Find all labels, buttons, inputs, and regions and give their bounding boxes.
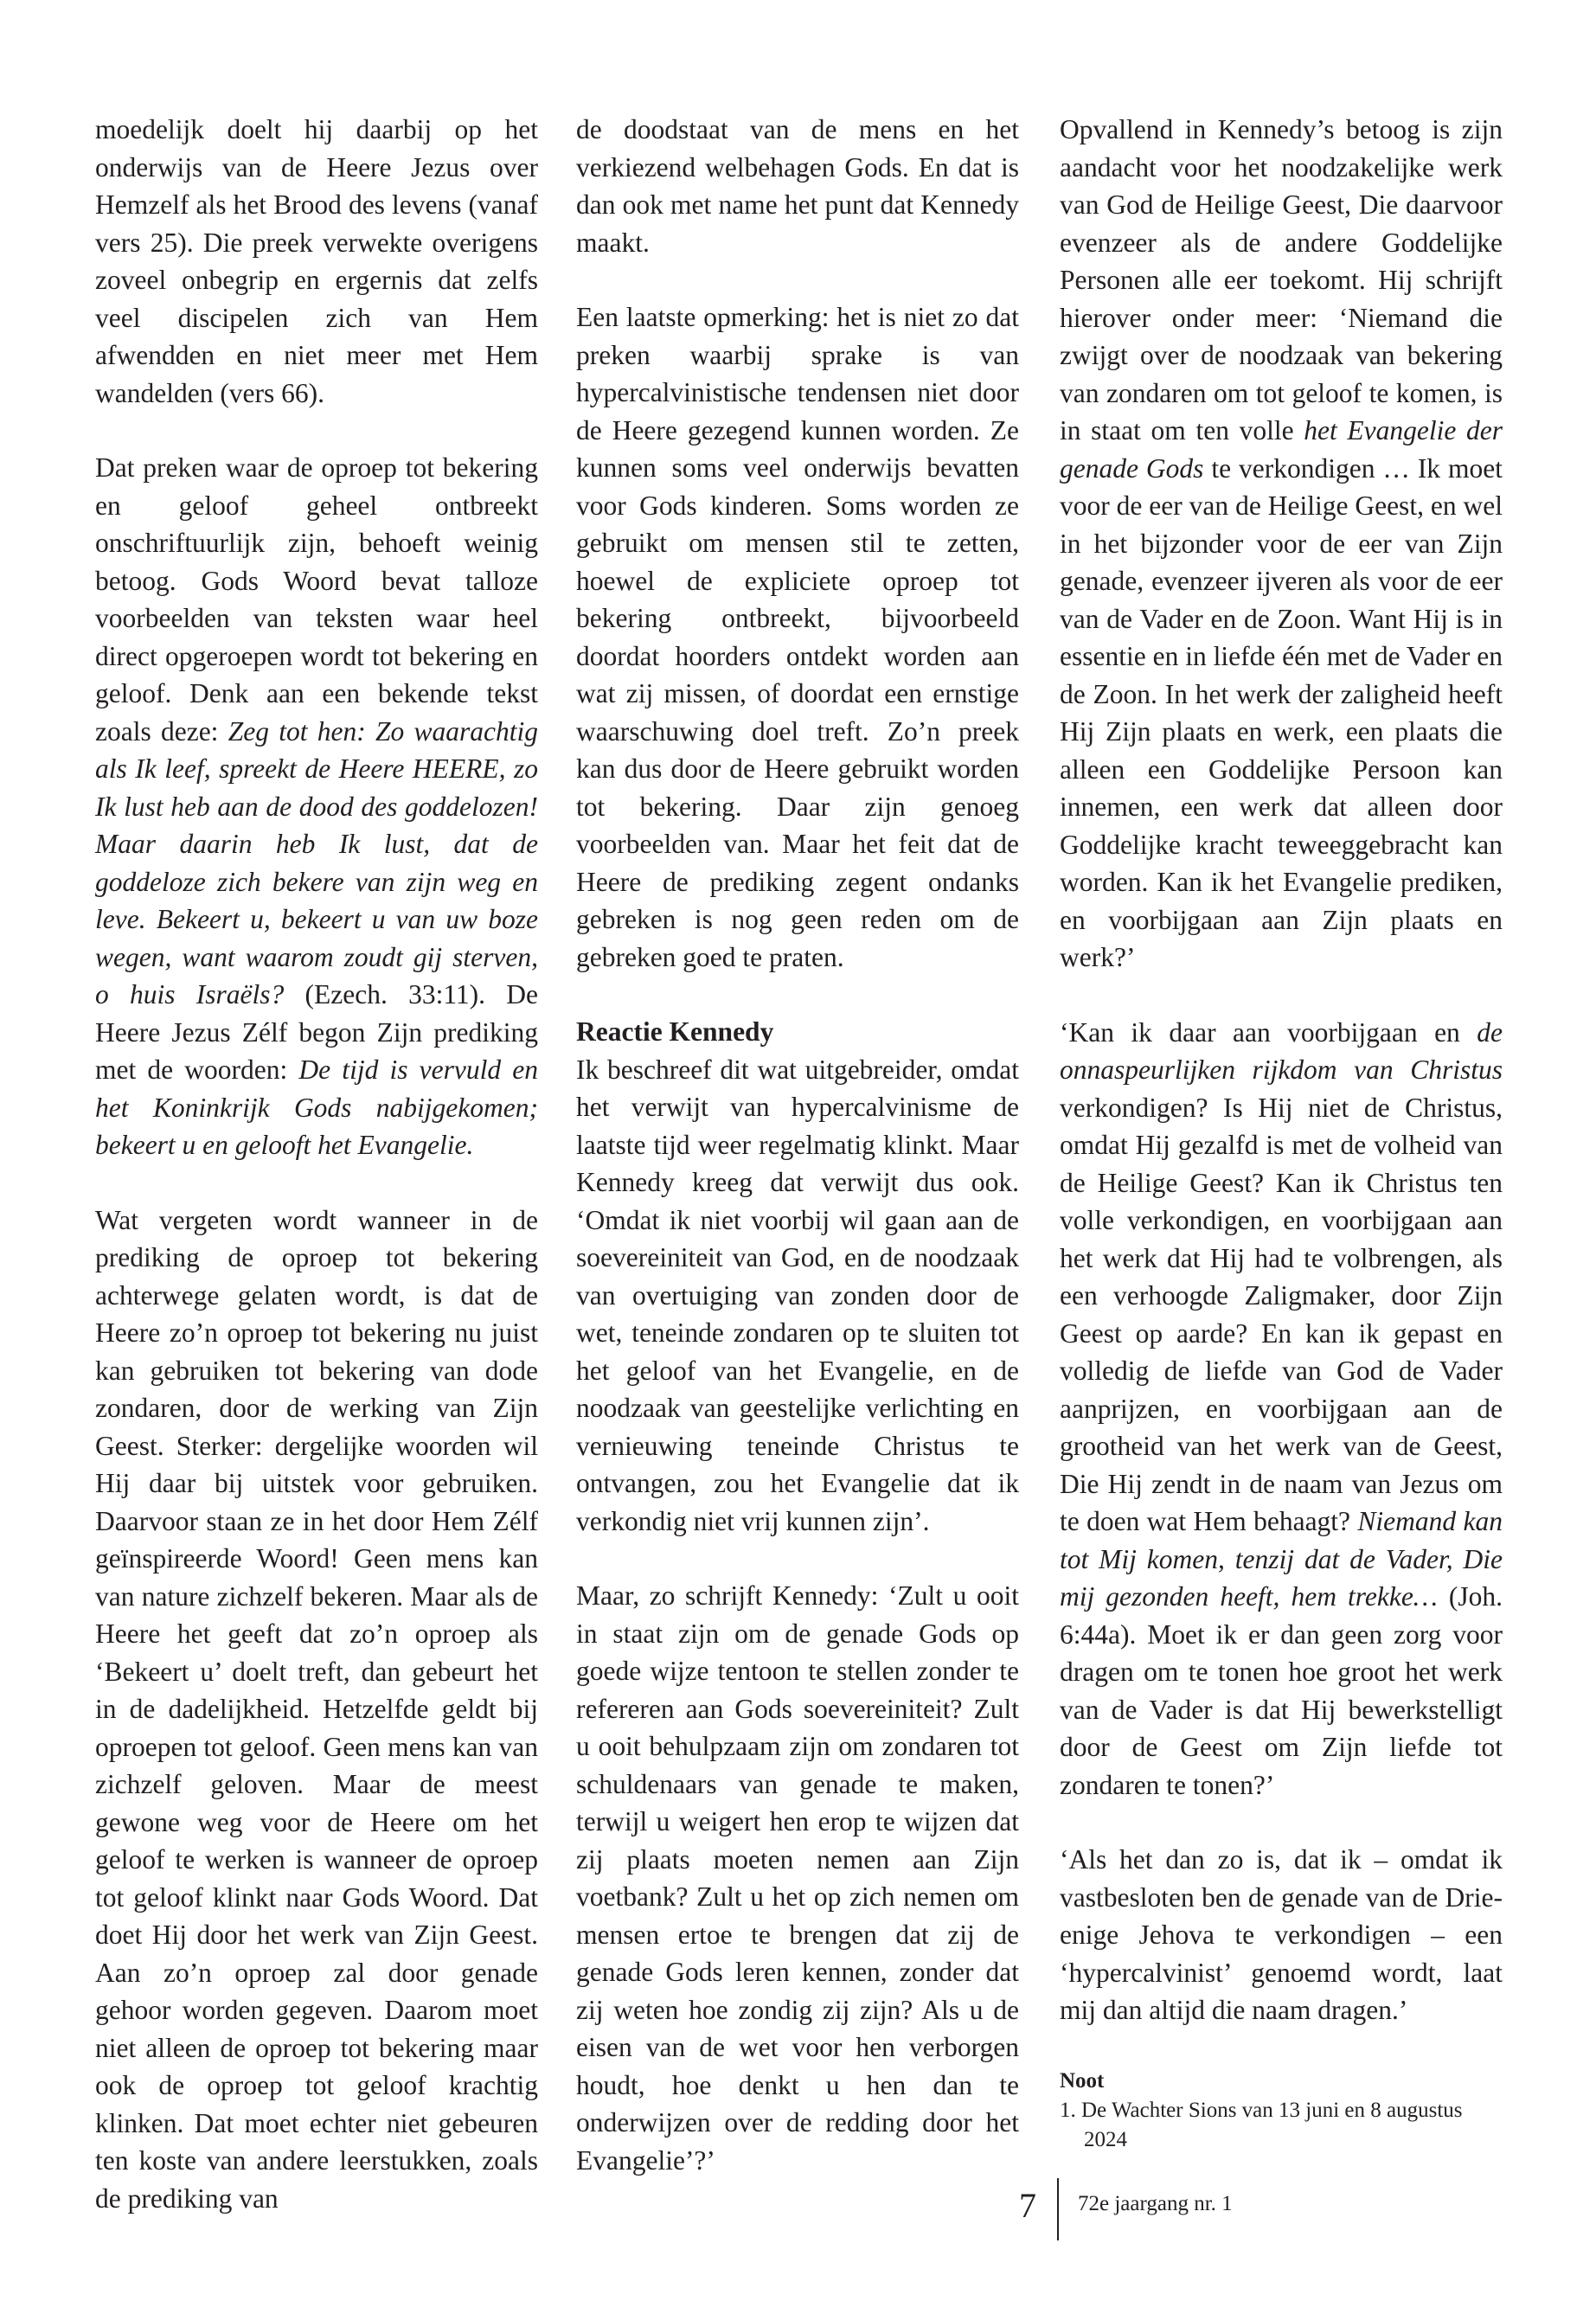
- italic-phrase: het Evangelie der genade Gods: [1060, 415, 1503, 484]
- section-heading: Reactie Kennedy: [576, 1016, 774, 1047]
- column-3: [1060, 111, 1503, 2155]
- paragraph: moedelijk doelt hij daarbij op het onderwijs van de Heere Jezus over Hemzelf als het Brood des levens (vanaf vers 25). Die preek verwekte overigens zoveel onbegrip en ergernis dat zelfs veel discipelen zich van Hem afwendden en niet meer met Hem wandelden (vers 66).: [95, 114, 538, 408]
- scripture-quote: Zeg tot hen: Zo waarachtig als Ik leef, spreekt de Heere HEERE, zo Ik lust heb aan de dood des goddelozen! Maar daarin heb Ik lust, dat de goddeloze zich bekere van zijn weg en leve. Bekeert u, bekeert u van uw boze wegen, want waarom zoudt gij sterven, o huis Israëls?: [95, 715, 539, 1009]
- text-span: (Joh. 6:44a). Moet ik er dan geen zorg voor dragen om te tonen hoe groot het werk van de Vader is dat Hij bewerkstelligt door de Geest om Zijn liefde tot zondaren te tonen?’: [1060, 1581, 1503, 1800]
- text-span: ‘Kan ik daar aan voorbijgaan en: [1060, 1016, 1477, 1048]
- footnote-list: [1060, 2096, 1503, 2155]
- footer-divider: [1057, 2178, 1059, 2240]
- column-1: [95, 111, 538, 2254]
- text-span: te verkondigen … Ik moet voor de eer van de Heilige Geest, en wel in het bijzonder voor de eer van Zijn genade, evenzeer ijveren als voor de eer van de Vader en de Zoon. Want Hij is in essentie en in liefde één met de Vader en de Zoon. In het werk der zaligheid heeft Hij Zijn plaats en werk, een plaats die alleen een Goddelijke Persoon kan innemen, een werk dat alleen door Goddelijke kracht teweeggebracht kan worden. Kan ik het Evangelie prediken, en voorbijgaan aan Zijn plaats en werk?’: [1060, 452, 1503, 972]
- column-2: [576, 111, 1019, 2216]
- text-span: verkondigen? Is Hij niet de Christus, omdat Hij gezalfd is met de volheid van de Heilige Geest? Kan ik Christus ten volle verkondigen, en voorbijgaan aan het werk dat Hij had te volbrengen, als een verhoogde Zaligmaker, door Zijn Geest op aarde? En kan ik gepast en volledig de liefde van God de Vader aanprijzen, en voorbijgaan aan de grootheid van het werk van de Geest, Die Hij zendt in de naam van Jezus om te doen wat Hem behaagt?: [1060, 1092, 1503, 1536]
- footnotes-heading: Noot: [1060, 2068, 1105, 2093]
- paragraph: Ik beschreef dit wat uitgebreider, omdat het verwijt van hypercalvinisme de laatste tijd weer regelmatig klinkt. Maar Kennedy kreeg dat verwijt dus ook. ‘Omdat ik niet voorbij wil gaan aan de soevereiniteit van God, en de noodzaak van overtuiging van zonden door de wet, teneinde zondaren op te sluiten tot het geloof van het Evangelie, en de noodzaak van geestelijke verlichting en vernieuwing teneinde Christus te ontvangen, zou het Evangelie dat ik verkondig niet vrij kunnen zijn’.: [576, 1054, 1019, 1536]
- paragraph: [1060, 111, 1503, 977]
- paragraph: [1060, 1014, 1503, 1804]
- scripture-quote: De tijd is vervuld en het Koninkrijk Gods nabijgekomen; bekeert u en gelooft het Evangelie.: [95, 1054, 538, 1160]
- text-span: (Ezech. 33:11). De Heere Jezus Zélf begon Zijn prediking met de woorden:: [95, 979, 538, 1085]
- scripture-quote: Niemand kan tot Mij komen, tenzij dat de Vader, Die mij gezonden heeft, hem trekke…: [1060, 1506, 1503, 1612]
- paragraph: de doodstaat van de mens en het verkiezend welbehagen Gods. En dat is dan ook met name het punt dat Kennedy maakt.: [576, 114, 1019, 258]
- paragraph: Maar, zo schrijft Kennedy: ‘Zult u ooit in staat zijn om de genade Gods op goede wijze tentoon te stellen zonder te refereren aan Gods soevereiniteit? Zult u ooit behulpzaam zijn om zondaren tot schuldenaars van genade te maken, terwijl u weigert hen erop te wijzen dat zij plaats moeten nemen aan Zijn voetbank? Zult u het op zich nemen om mensen ertoe te brengen dat zij de genade Gods leren kennen, zonder dat zij weten hoe zondig zij zijn? Als u de eisen van de wet voor hen verborgen houdt, hoe denkt u hen dan te onderwijzen over de redding door het Evangelie’?’: [576, 1580, 1019, 2176]
- text-span: Opvallend in Kennedy’s betoog is zijn aandacht voor het noodzakelijke werk van God de Heilige Geest, Die daarvoor evenzeer als de andere Goddelijke Personen alle eer toekomt. Hij schrijft hierover onder meer: ‘Niemand die zwijgt over de noodzaak van bekering van zondaren om tot geloof te komen, is in staat om ten volle: [1060, 114, 1503, 445]
- journal-info: 72e jaargang nr. 1: [1078, 2192, 1233, 2215]
- text-span: Dat preken waar de oproep tot bekering en geloof geheel ontbreekt onschriftuurlijk zijn, behoeft weinig betoog. Gods Woord bevat talloze voorbeelden van teksten waar heel direct opgeroepen wordt tot bekering en geloof. Denk aan een bekende tekst zoals deze:: [95, 452, 538, 747]
- page-number: 7: [1019, 2186, 1036, 2225]
- footnote-item: 1. De Wachter Sions van 13 juni en 8 augustus 2024: [1060, 2098, 1463, 2151]
- paragraph: Een laatste opmerking: het is niet zo dat preken waarbij sprake is van hypercalvinistische tendensen niet door de Heere gezegend kunnen worden. Ze kunnen soms veel onderwijs bevatten voor Gods kinderen. Soms worden ze gebruikt om mensen stil te zetten, hoewel de expliciete oproep tot bekering ontbreekt, bijvoorbeeld doordat hoorders ontdekt worden aan wat zij missen, of doordat een ernstige waarschuwing doel treft. Zo’n preek kan dus door de Heere gebruikt worden tot bekering. Daar zijn genoeg voorbeelden van. Maar het feit dat de Heere de prediking zegent ondanks gebreken is nog geen reden om de gebreken goed te praten.: [576, 302, 1019, 972]
- paragraph: [95, 449, 538, 1164]
- paragraph: Wat vergeten wordt wanneer in de prediking de oproep tot bekering achterwege gelaten wordt, is dat de Heere zo’n oproep tot bekering nu juist kan gebruiken tot bekering van dode zondaren, door de werking van Zijn Geest. Sterker: dergelijke woorden wil Hij daar bij uitstek voor gebruiken. Daarvoor staan ze in het door Hem Zélf geïnspireerde Woord! Geen mens kan van nature zichzelf bekeren. Maar als de Heere het geeft dat zo’n oproep als ‘Bekeert u’ doelt treft, dan gebeurt het in de dadelijkheid. Hetzelfde geldt bij oproepen tot geloof. Geen mens kan van zichzelf geloven. Maar de meest gewone weg voor de Heere om het geloof te werken is wanneer de oproep tot geloof klinkt naar Gods Woord. Dat doet Hij door het werk van Zijn Geest. Aan zo’n oproep zal door genade gehoor worden gegeven. Daarom moet niet alleen de oproep tot bekering maar ook de oproep tot geloof krachtig klinken. Dat moet echter niet gebeuren ten koste van andere leerstukken, zoals de prediking van: [95, 1204, 538, 2214]
- italic-phrase: de onnaspeurlijken rijkdom van Christus: [1060, 1016, 1503, 1085]
- paragraph: ‘Als het dan zo is, dat ik – omdat ik vastbesloten ben de genade van de Drie-enige Jehova te verkondigen – een ‘hypercalvinist’ genoemd wordt, laat mij dan altijd die naam dragen.’: [1060, 1844, 1503, 2025]
- footnotes: [1060, 2067, 1503, 2155]
